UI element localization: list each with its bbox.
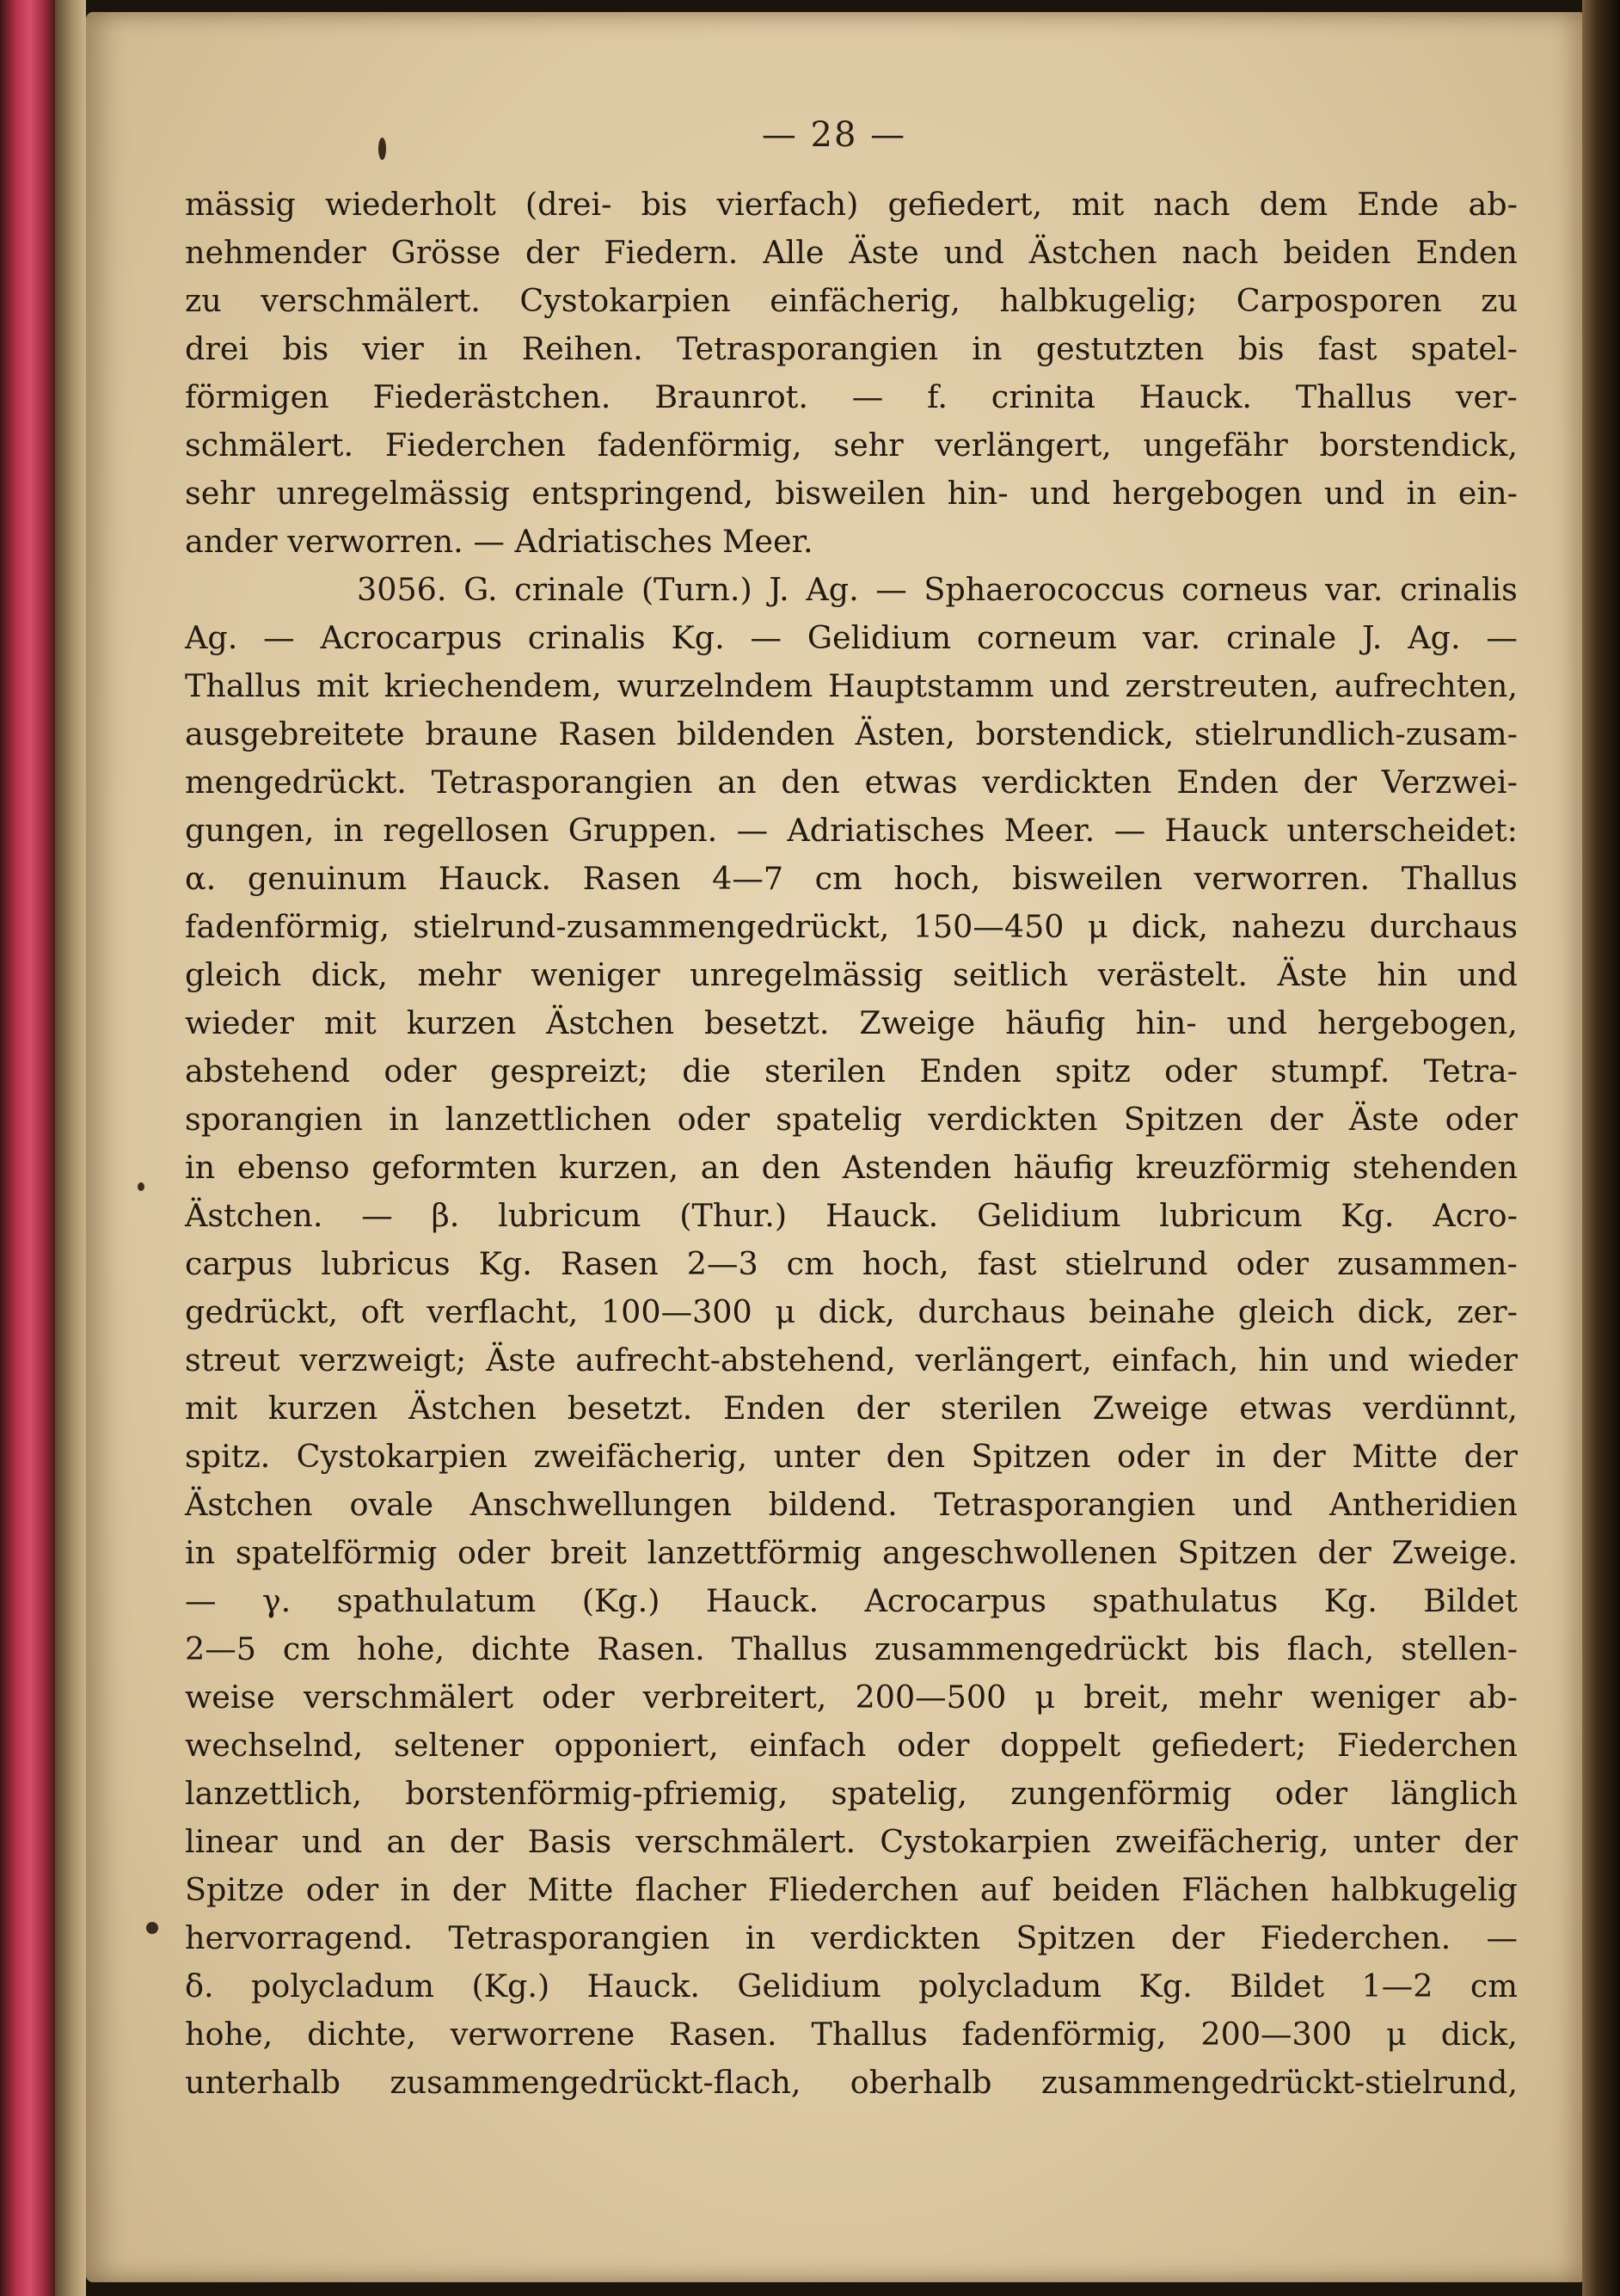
text-line: weise verschmälert oder verbreitert, 200—500 μ breit, mehr weniger ab-	[185, 1679, 1518, 1716]
text-line: 2—5 cm hohe, dichte Rasen. Thallus zusammengedrückt bis flach, stellen-	[185, 1630, 1518, 1667]
text-line: schmälert. Fiederchen fadenförmig, sehr verlängert, ungefähr borstendick,	[185, 427, 1518, 463]
text-line: linear und an der Basis verschmälert. Cystokarpien zweifächerig, unter der	[185, 1823, 1518, 1860]
text-line: ausgebreitete braune Rasen bildenden Ästen, borstendick, stielrundlich-zusam-	[185, 715, 1518, 752]
text-line: nehmender Grösse der Fiedern. Alle Äste und Ästchen nach beiden Enden	[185, 234, 1518, 271]
text-line: hervorragend. Tetrasporangien in verdickten Spitzen der Fiederchen. —	[185, 1919, 1518, 1956]
text-line: mengedrückt. Tetrasporangien an den etwas verdickten Enden der Verzwei-	[185, 764, 1518, 801]
text-line: förmigen Fiederästchen. Braunrot. — f. crinita Hauck. Thallus ver-	[185, 378, 1518, 415]
ink-spot	[146, 1922, 158, 1934]
text-line: spitz. Cystokarpien zweifächerig, unter den Spitzen oder in der Mitte der	[185, 1438, 1518, 1475]
text-line: in spatelförmig oder breit lanzettförmig angeschwollenen Spitzen der Zweige.	[185, 1534, 1518, 1571]
text-line: drei bis vier in Reihen. Tetrasporangien in gestutzten bis fast spatel-	[185, 330, 1518, 367]
binding-edge	[55, 0, 86, 2296]
text-line: Thallus mit kriechendem, wurzelndem Hauptstamm und zerstreuten, aufrechten,	[185, 667, 1518, 704]
text-line: streut verzweigt; Äste aufrecht-abstehend, verlängert, einfach, hin und wieder	[185, 1341, 1518, 1378]
text-line: sporangien in lanzettlichen oder spatelig verdickten Spitzen der Äste oder	[185, 1101, 1518, 1138]
text-line: ander verworren. — Adriatisches Meer.	[185, 523, 813, 560]
text-line: in ebenso geformten kurzen, an den Astenden häufig kreuzförmig stehenden	[185, 1149, 1518, 1186]
text-line: α. genuinum Hauck. Rasen 4—7 cm hoch, bisweilen verworren. Thallus	[185, 860, 1518, 897]
text-line: carpus lubricus Kg. Rasen 2—3 cm hoch, fast stielrund oder zusammen-	[185, 1245, 1518, 1282]
text-line: fadenförmig, stielrund-zusammengedrückt, 150—450 μ dick, nahezu durchaus	[185, 908, 1518, 945]
text-line: Ag. — Acrocarpus crinalis Kg. — Gelidium corneum var. crinale J. Ag. —	[185, 619, 1518, 656]
text-line: abstehend oder gespreizt; die sterilen Enden spitz oder stumpf. Tetra-	[185, 1053, 1518, 1090]
text-line: unterhalb zusammengedrückt-flach, oberhalb zusammengedrückt-stielrund,	[185, 2064, 1518, 2101]
book-binding	[0, 0, 55, 2296]
page-edge-shadow	[1582, 0, 1620, 2296]
text-line: gungen, in regellosen Gruppen. — Adriatisches Meer. — Hauck unterscheidet:	[185, 812, 1518, 849]
text-line: mässig wiederholt (drei- bis vierfach) gefiedert, mit nach dem Ende ab-	[185, 186, 1518, 223]
ink-spot	[378, 138, 386, 160]
text-line: Spitze oder in der Mitte flacher Fliederchen auf beiden Flächen halbkugelig	[185, 1871, 1518, 1908]
text-line: Ästchen. — β. lubricum (Thur.) Hauck. Gelidium lubricum Kg. Acro-	[185, 1197, 1518, 1234]
text-line: gedrückt, oft verflacht, 100—300 μ dick, durchaus beinahe gleich dick, zer-	[185, 1293, 1518, 1330]
text-line: gleich dick, mehr weniger unregelmässig seitlich verästelt. Äste hin und	[185, 956, 1518, 993]
text-line: mit kurzen Ästchen besetzt. Enden der sterilen Zweige etwas verdünnt,	[185, 1390, 1518, 1427]
text-line: lanzettlich, borstenförmig-pfriemig, spatelig, zungenförmig oder länglich	[185, 1775, 1518, 1812]
text-line: δ. polycladum (Kg.) Hauck. Gelidium polycladum Kg. Bildet 1—2 cm	[185, 1968, 1518, 2004]
text-line: wechselnd, seltener opponiert, einfach oder doppelt gefiedert; Fiederchen	[185, 1727, 1518, 1764]
text-line: hohe, dichte, verworrene Rasen. Thallus fadenförmig, 200—300 μ dick,	[185, 2016, 1518, 2053]
text-line: sehr unregelmässig entspringend, bisweilen hin- und hergebogen und in ein-	[185, 475, 1518, 512]
text-line: zu verschmälert. Cystokarpien einfächerig, halbkugelig; Carposporen zu	[185, 282, 1518, 319]
ink-spot	[138, 1182, 144, 1191]
page-number: — 28 —	[761, 115, 907, 155]
body-text	[185, 181, 1518, 2107]
text-line: — γ. spathulatum (Kg.) Hauck. Acrocarpus spathulatus Kg. Bildet	[185, 1582, 1518, 1619]
text-line: 3056. G. crinale (Turn.) J. Ag. — Sphaerococcus corneus var. crinalis	[357, 571, 1518, 608]
text-line: wieder mit kurzen Ästchen besetzt. Zweige häufig hin- und hergebogen,	[185, 1004, 1518, 1041]
text-line: Ästchen ovale Anschwellungen bildend. Tetrasporangien und Antheridien	[185, 1486, 1518, 1523]
